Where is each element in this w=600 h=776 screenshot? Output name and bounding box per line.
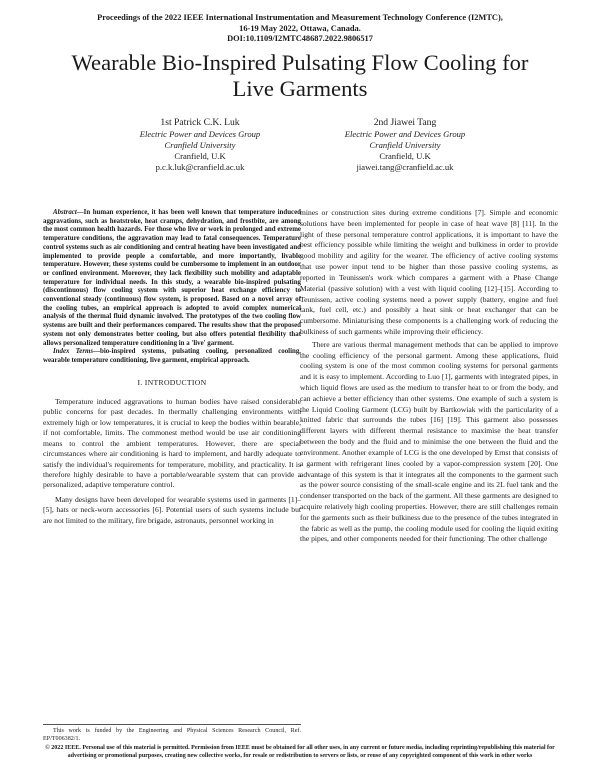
left-column	[43, 209, 301, 526]
funding-note	[43, 724, 301, 744]
author-block-2	[290, 117, 520, 173]
right-paragraph-1: mines or construction sites during extreme conditions [7]. Simple and economic solutions have been implemented for people in case of heat wave [8] [11]. In the light of these personal temperature control applications, it is important to have the best efficiency possible while limiting the weight and bulkiness in order to provide good mobility and agility for the wearer. The efficiency of active cooling systems that use power input tend to be higher than those passive cooling systems, as reported in Teunissen's work which compares a garment with a Phase Change Material (passive solution) with a vest with liquid cooling [12]–[15]. According to Teunissen, active cooling systems need a power supply (battery, engine and fuel tank, fuel cell, etc.) and possibly a heat sink or heat exchanger that can be cumbersome. Miniaturising these components is a challenging work of reducing the bulkiness of such garments while improving their efficiency.	[300, 208, 558, 336]
author-city: Cranfield, U.K	[174, 151, 226, 161]
right-paragraph-2: There are various thermal management methods that can be applied to improve the cooling efficiency of the personal garment. Among these applications, fluid cooling system is one of the most common cooling systems for personal garments and it is easy to implement. According to Luo [1], garments with integrated pipes, in which liquid flows are used as the medium to transfer heat to or from the body, and can achieve a better efficiency than other systems. One example of such a system is the Liquid Cooling Garment (LCG) built by Bartkowiak with the particularity of a knitted fabric that surrounds the tubes [16] [19]. This garment also possesses different layers with different thermal resistance to maximise the heat transfer between the body and the fluid and to minimise the one between the fluid and the environment. Another example of LCG is the one developed by Ernst that consists of a garment with refrigerant lines cooled by a vapor-compression system [20]. One advantage of this system is that it integrates all the components to the garment such as the power source consisting of the small-scale engine and its 2L fuel tank and the condenser transported on the back of the garment. All these garments are designed to acquire relatively high cooling properties. However, there are still challenges remain for the garments such as their bulkiness due to the presence of the tubes integrated in the fabric as well as the pump, the cooling module used for cooling the liquid exiting the pipes, and other components needed for their functioning. The other challenge	[300, 339, 558, 544]
introduction-body	[43, 397, 301, 526]
author-organization: Cranfield University	[164, 140, 236, 150]
section-heading: I. INTRODUCTION	[137, 377, 207, 387]
abstract-paragraph	[43, 209, 301, 348]
doi: DOI:10.1109/I2MTC48687.2022.9806517	[227, 34, 373, 44]
author-name: 2nd Jiawei Tang	[373, 117, 437, 128]
paper-title	[30, 50, 570, 102]
conference-header	[40, 13, 560, 45]
author-email: p.c.k.luk@cranfield.ac.uk	[155, 162, 245, 172]
author-department: Electric Power and Devices Group	[139, 129, 261, 139]
title-line-2: Live Garments	[232, 76, 368, 101]
abstract	[43, 209, 301, 366]
conference-dates: 16-19 May 2022, Ottawa, Canada.	[239, 23, 361, 33]
abstract-text: —In human experience, it has been well known that temperature induced aggravations, such as heatstroke, heat cramps, dehydration, and frostbite, are among the most common health hazards. For those who live or work in prolonged and extreme temperature conditions, the aggravation may lead to fatal consequences. Temperature control systems such as air conditioning and central heating have been investigated and implemented to provide people a comfortable, and more importantly, livable temperature. However, these systems could be cumbersome to implement in an outdoor or confined environment. Moreover, they lack flexibility such mobility and adaptable temperature for individual needs. In this study, a wearable bio-inspired pulsating (discontinuous) flow cooling system with superior heat exchange efficiency to conventional steady (continuous) flow system, is proposed. Based on a novel array of the cooling tubes, an empirical approach is adopted to avoid complex numerical analysis of the thermal fluid dynamic involved. The prototypes of the two cooling flow systems are built and their performances compared. The results show that the proposed system not only demonstrates better cooling, but also offers potential flexibility that allows personalized temperature conditioning in a 'live' garment.	[43, 209, 301, 347]
conference-name: Proceedings of the 2022 IEEE International Instrumentation and Measurement Technology Conference (I2MTC),	[97, 13, 503, 22]
index-terms-label: Index Terms	[53, 348, 94, 356]
author-organization: Cranfield University	[369, 140, 441, 150]
abstract-label: Abstract	[53, 209, 77, 216]
intro-paragraph-2: Many designs have been developed for wearable systems used in garments [1]–[5], hats or neck-worn accessories [6]. Potential users of such systems include but are not limited to the military, fire brigade, astronauts, personnel working in	[43, 494, 301, 525]
right-column	[300, 208, 558, 545]
index-terms-text: —bio-inspired systems, pulsating cooling, personalized cooling, wearable temperature conditioning, live garment, empirical approach.	[43, 348, 301, 364]
intro-paragraph-1: Temperature induced aggravations to human bodies have raised considerable public concerns for past decades. In thermally challenging environments with extremely high or low temperatures, it is crucial to keep the bodies within bearable, if not comfortable, limits. The commonest method would be use air conditioning means to control the ambient temperatures. However, there are special circumstances where air conditioning is hard to implement, and hardly adequate to satisfy the individual's requirements for temperature, mobility, and practicality. It is therefore highly desirable to have a portable/wearable system that can provide a personalized, adaptive temperature control.	[43, 397, 301, 490]
author-city: Cranfield, U.K	[379, 151, 431, 161]
author-name: 1st Patrick C.K. Luk	[160, 117, 240, 128]
funding-text: This work is funded by the Engineering and Physical Sciences Research Council, Ref. EP/T006382/1.	[43, 728, 301, 742]
author-department: Electric Power and Devices Group	[344, 129, 466, 139]
index-terms	[43, 348, 301, 365]
title-line-1: Wearable Bio-Inspired Pulsating Flow Cooling for	[71, 50, 529, 75]
author-email: jiawei.tang@cranfield.ac.uk	[356, 162, 454, 172]
author-block-1	[85, 117, 315, 173]
copyright-footer: © 2022 IEEE. Personal use of this material is permitted. Permission from IEEE must be obtained for all other uses, in any current or future media, including reprinting/republishing this material for advertising or promotional purposes, creating new collective works, for resale or redistribution to servers or lists, or reuse of any copyrighted component of this work in other works	[45, 745, 555, 759]
